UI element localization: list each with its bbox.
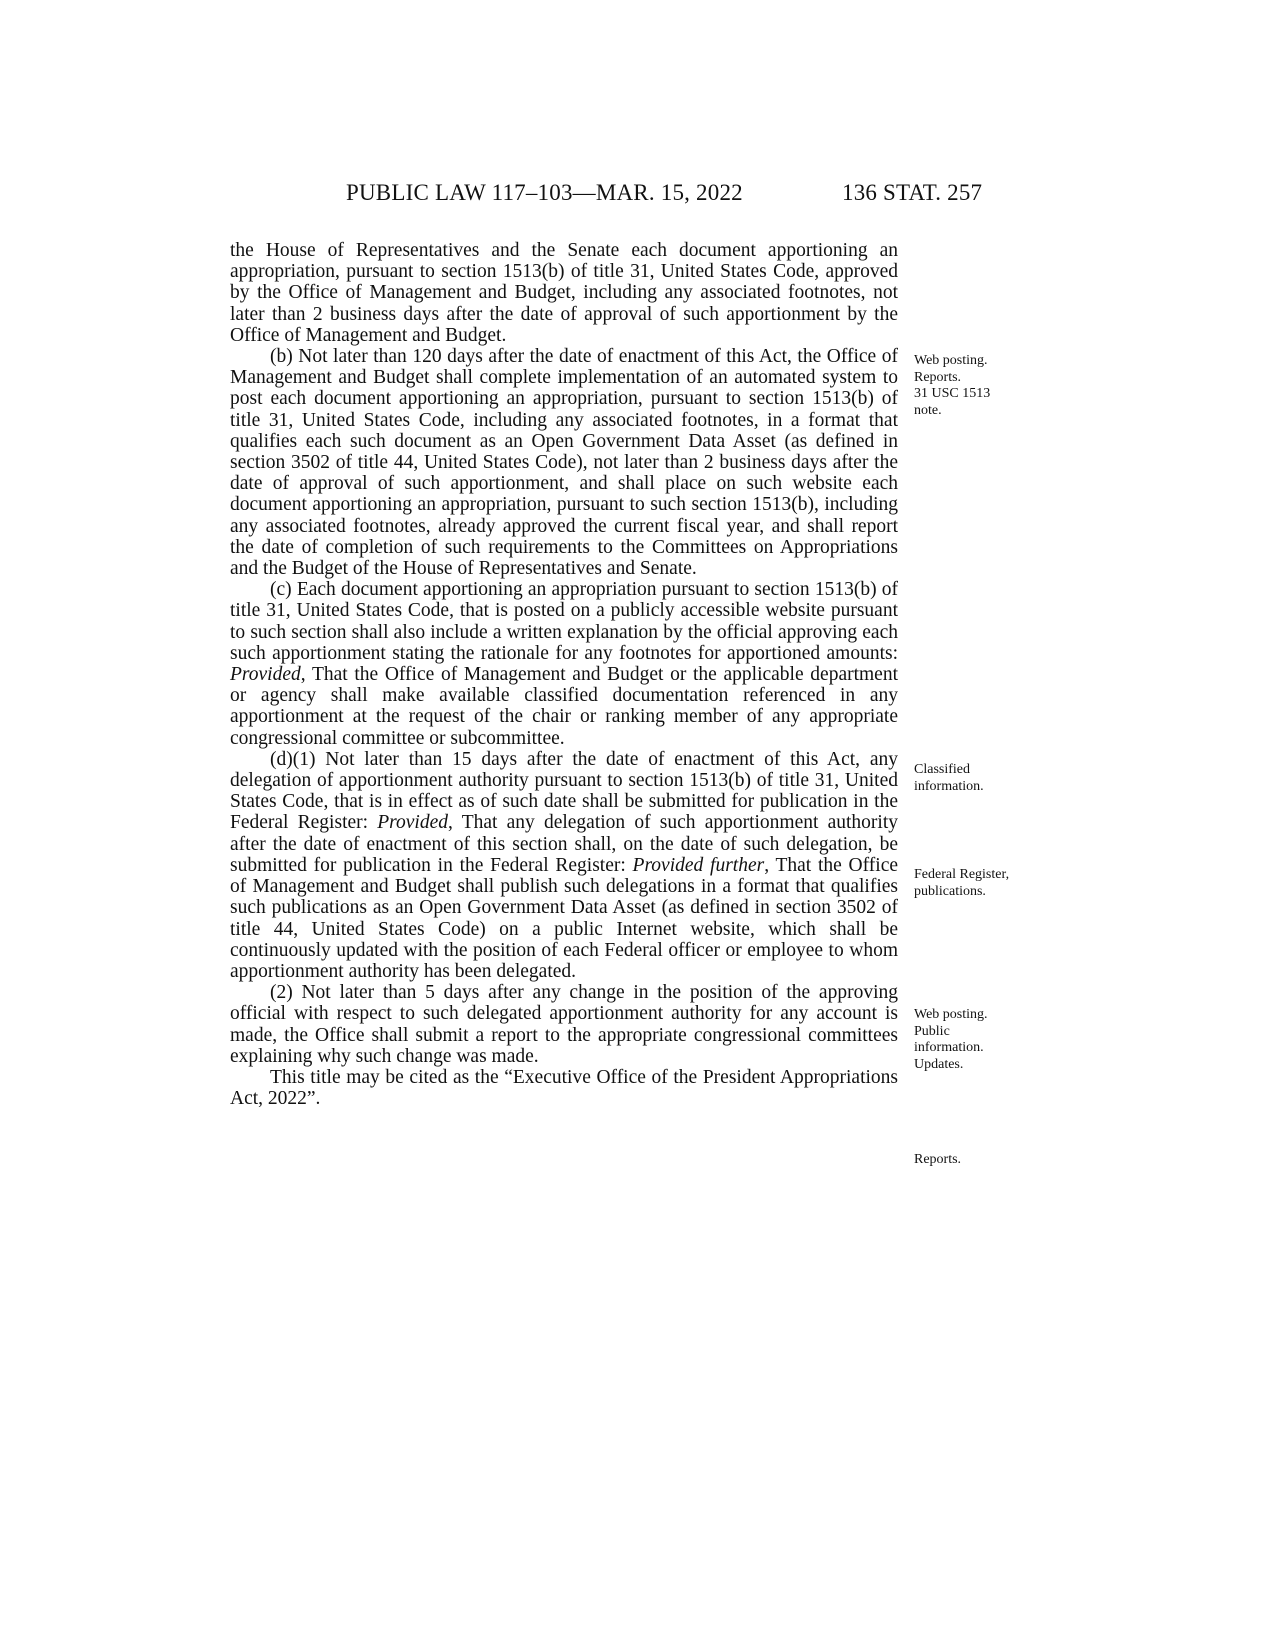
margin-note-line: publications. (914, 883, 986, 899)
margin-note-classified-information (914, 762, 984, 795)
paragraph-d1-text-3: , That the Office of Management and Budget shall publish such delegations in a format that qualifies such publications as an Open Government Data Asset (as defined in section 3502 of title 44, United States Code) on a public Internet website, which shall be continuously updated with the position of each Federal officer or employee to whom apportionment authority has been delegated. (230, 854, 899, 982)
margin-note-line: note. (914, 402, 942, 418)
paragraph-c (230, 579, 898, 749)
paragraph-c-text-2: , That the Office of Management and Budget or the applicable department or agency shall make available classified documentation referenced in any apportionment at the request of the chair or ranking member of any appropriate congressional committee or subcommittee. (230, 664, 898, 749)
paragraph-d1-text-2: , That any delegation of such apportionment authority after the date of enactment of this section shall, on the date of such delegation, be submitted for publication in the Federal Register: (230, 812, 898, 876)
margin-note-line: Federal Register, (914, 867, 1010, 882)
paragraph-d1-provided-further: Provided further (632, 854, 765, 876)
margin-note-line: Public (914, 1023, 950, 1039)
margin-note-line: 31 USC 1513 (914, 386, 991, 401)
margin-note-line: Web posting. (914, 353, 988, 368)
page-number: 136 STAT. 257 (842, 180, 983, 205)
paragraph-b: (b) Not later than 120 days after the date of enactment of this Act, the Office of Management and Budget shall complete implementation of an automated system to post each document apportioning an appropriation, pursuant to section 1513(b) of title 31, United States Code, including any associated footnotes, in a format that qualifies each such document as an Open Government Data Asset (as defined in section 3502 of title 44, United States Code), not later than 2 business days after the date of approval of such apportionment, and shall place on such website each document apportioning an appropriation, pursuant to such section 1513(b), including any associated footnotes, already approved the current fiscal year, and shall report the date of completion of such requirements to the Committees on Appropriations and the Budget of the House of Representatives and Senate. (230, 346, 898, 580)
running-header-title: PUBLIC LAW 117–103—MAR. 15, 2022 (346, 180, 743, 205)
margin-note-line: Reports. (914, 369, 962, 385)
margin-note-line: Web posting. (914, 1007, 988, 1022)
paragraph-d2: (2) Not later than 5 days after any change in the position of the approving official with respect to such delegated apportionment authority for any account is made, the Office shall submit a report to the appropriate congressional committees explaining why such change was made. (230, 982, 898, 1067)
paragraph-d1 (230, 749, 898, 982)
margin-note-reports (914, 1152, 961, 1169)
margin-note-line: information. (914, 778, 984, 794)
margin-note-federal-register (914, 867, 1009, 900)
body-text (230, 240, 898, 1109)
paragraph-c-text-1: (c) Each document apportioning an appropriation pursuant to section 1513(b) of title 31, United States Code, that is posted on a publicly accessible website pursuant to such section shall also include a written explanation by the official approving each such apportionment stating the rationale for any footnotes for apportioned amounts: (230, 579, 898, 664)
paragraph-c-provided: Provided (230, 664, 301, 686)
margin-note-line: Updates. (914, 1056, 964, 1072)
paragraph-d1-text-1: (d)(1) Not later than 15 days after the date of enactment of this Act, any delegation of apportionment authority pursuant to section 1513(b) of title 31, United States Code, that is in effect as of such date shall be submitted for publication in the Federal Register: (230, 748, 898, 834)
margin-note-web-posting-public (914, 1007, 988, 1073)
paragraph-d1-provided: Provided (377, 812, 448, 834)
margin-note-web-posting-reports (914, 353, 990, 419)
margin-note-line: Reports. (914, 1152, 962, 1167)
paragraph-continued: the House of Representatives and the Senate each document apportioning an appropriation, pursuant to section 1513(b) of title 31, United States Code, approved by the Office of Management and Budget, including any associated footnotes, not later than 2 business days after the date of approval of such apportionment by the Office of Management and Budget. (230, 240, 898, 346)
paragraph-short-title: This title may be cited as the “Executive Office of the President Appropriations Act, 2022”. (230, 1066, 898, 1110)
margin-note-line: Classified (914, 762, 970, 777)
margin-note-line: information. (914, 1040, 984, 1055)
